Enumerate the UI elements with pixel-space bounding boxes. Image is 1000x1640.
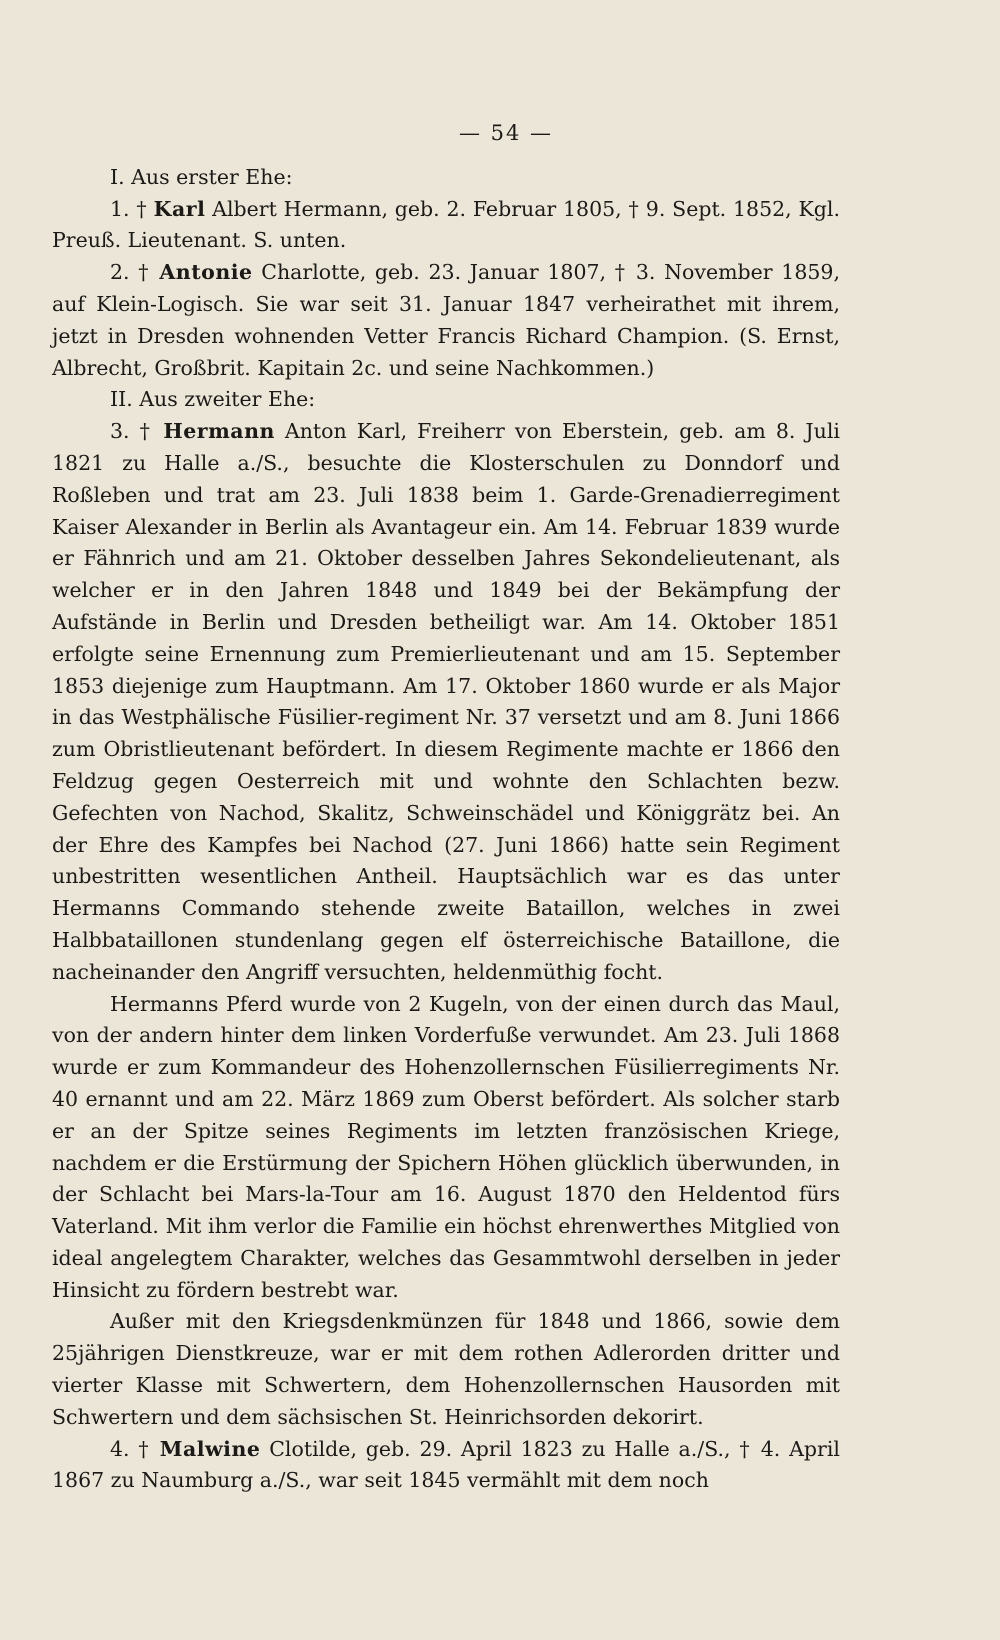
entry-3-hermann (52, 416, 840, 988)
paragraph-decorations: Außer mit den Kriegsdenkmünzen für 1848 und 1866, sowie dem 25jährigen Dienstkreuze, war er mit dem rothen Adlerorden dritter und vierter Klasse mit Schwertern, dem Hohenzollernschen Hausorden mit Schwertern und dem sächsischen St. Heinrichsorden dekorirt. (52, 1309, 840, 1429)
entry-text: Clotilde, geb. 29. April 1823 zu Halle a./S., † 4. April 1867 zu Naumburg a./S., war seit 1845 vermählt mit dem noch (52, 1436, 840, 1493)
entry-marker: 4. † (110, 1436, 151, 1461)
entry-marker: 2. † (110, 260, 151, 285)
entry-4-malwine (52, 1434, 840, 1498)
section-heading-second-marriage: II. Aus zweiter Ehe: (110, 387, 316, 412)
entry-2-antonie (52, 257, 840, 384)
page-number: — 54 — (458, 121, 554, 145)
entry-1-karl (52, 194, 840, 258)
entry-text: Charlotte, geb. 23. Januar 1807, † 3. November 1859, auf Klein-Logisch. Sie war seit 31. Januar 1847 verheirathet mit ihrem, jetzt in Dresden wohnenden Vetter Francis Richard Champion. (S. Ernst, Albrecht, Großbrit. Kapitain 2c. und seine Nachkommen.) (52, 260, 840, 380)
entry-marker: 1. † (110, 196, 147, 221)
section-heading-first-marriage: I. Aus erster Ehe: (110, 164, 293, 189)
entry-marker: 3. † (110, 419, 154, 444)
entry-text: Anton Karl, Freiherr von Eberstein, geb. am 8. Juli 1821 zu Halle a./S., besuchte die Klosterschulen zu Donndorf und Roßleben und trat am 23. Juli 1838 beim 1. Garde-Grenadierregiment Kaiser Alexander in Berlin als Avantageur ein. Am 14. Februar 1839 wurde er Fähnrich und am 21. Oktober desselben Jahres Sekondelieutenant, als welcher er in den Jahren 1848 und 1849 bei der Bekämpfung der Aufstände in Berlin und Dresden betheiligt war. Am 14. Oktober 1851 erfolgte seine Ernennung zum Premierlieutenant und am 15. September 1853 diejenige zum Hauptmann. Am 17. Oktober 1860 wurde er als Major in das Westphälische Füsilier-regiment Nr. 37 versetzt und am 8. Juni 1866 zum Obristlieutenant befördert. In diesem Regimente machte er 1866 den Feldzug gegen Oesterreich mit und wohnte den Schlachten bezw. Gefechten von Nachod, Skalitz, Schweinschädel und Königgrätz bei. An der Ehre des Kampfes bei Nachod (27. Juni 1866) hatte sein Regiment unbestritten wesentlichen Antheil. Hauptsächlich war es das unter Hermanns Commando stehende zweite Bataillon, welches in zwei Halbbataillonen stundenlang gegen elf österreichische Bataillone, die nacheinander den Angriff versuchten, heldenmüthig focht. (52, 419, 840, 984)
paragraph-hermann-horse: Hermanns Pferd wurde von 2 Kugeln, von der einen durch das Maul, von der andern hinter dem linken Vorderfuße verwundet. Am 23. Juli 1868 wurde er zum Kommandeur des Hohenzollernschen Füsilierregiments Nr. 40 ernannt und am 22. März 1869 zum Oberst befördert. Als solcher starb er an der Spitze seines Regiments im letzten französischen Kriege, nachdem er die Erstürmung der Spichern Höhen glücklich überwunden, in der Schlacht bei Mars-la-Tour am 16. August 1870 den Heldentod fürs Vaterland. Mit ihm verlor die Familie ein höchst ehrenwerthes Mitglied von ideal angelegtem Charakter, welches das Gesammtwohl derselben in jeder Hinsicht zu fördern bestrebt war. (52, 991, 840, 1302)
entry-name: Antonie (159, 260, 253, 285)
entry-name: Malwine (159, 1436, 261, 1461)
entry-text: Albert Hermann, geb. 2. Februar 1805, † 9. Sept. 1852, Kgl. Preuß. Lieutenant. S. unten. (52, 196, 840, 253)
entry-name: Karl (153, 196, 206, 221)
entry-name: Hermann (163, 419, 275, 444)
